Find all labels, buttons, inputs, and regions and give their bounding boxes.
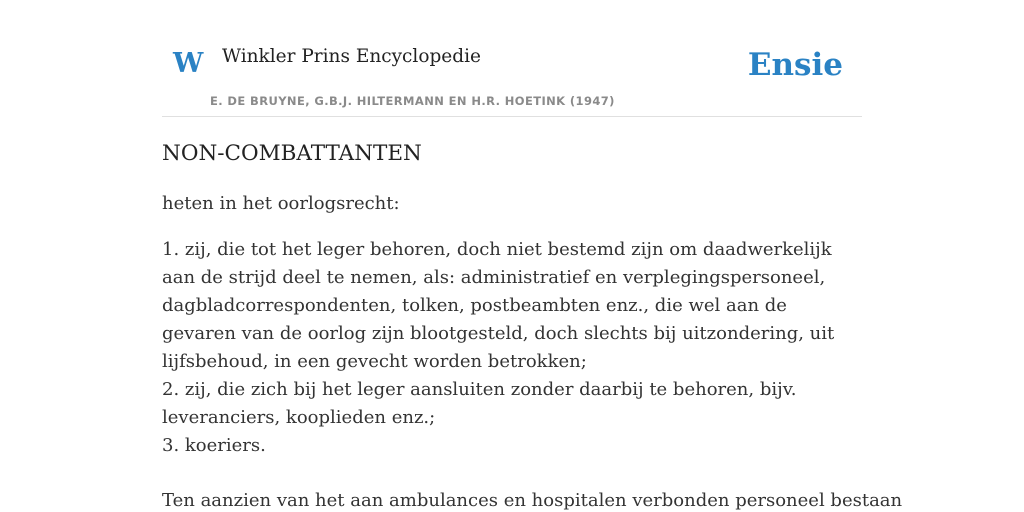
list-item: 1. zij, die tot het leger behoren, doch niet bestemd zijn om daadwerkelijk aan de strijd deel te nemen, als: administratief en verplegingspersoneel, dagbladcorrespondenten, tolken, postbeambten enz., die wel aan de gevaren van de oorlog zijn blootgesteld, doch slechts bij uitzondering, uit lijfsbehoud, in een gevecht worden betrokken; [162, 239, 835, 372]
entry-content [162, 138, 903, 512]
entry-title: NON-COMBATTANTEN [162, 141, 422, 166]
list-item: 2. zij, die zich bij het leger aansluiten zonder daarbij te behoren, bijv. leveranciers, kooplieden enz.; [162, 379, 797, 428]
publication-authors: E. DE BRUYNE, G.B.J. HILTERMANN EN H.R. HOETINK (1947) [210, 94, 615, 108]
entry-paragraph: Ten aanzien van het aan ambulances en hospitalen verbonden personeel bestaan [162, 490, 903, 511]
publication-title: Winkler Prins Encyclopedie [222, 46, 481, 67]
winkler-prins-logo[interactable]: W [173, 48, 204, 79]
site-header [162, 0, 862, 117]
ensie-logo-link[interactable]: Ensie [747, 47, 843, 83]
entry-item-list [162, 236, 862, 460]
list-item: 3. koeriers. [162, 435, 266, 456]
entry-intro: heten in het oorlogsrecht: [162, 193, 400, 214]
